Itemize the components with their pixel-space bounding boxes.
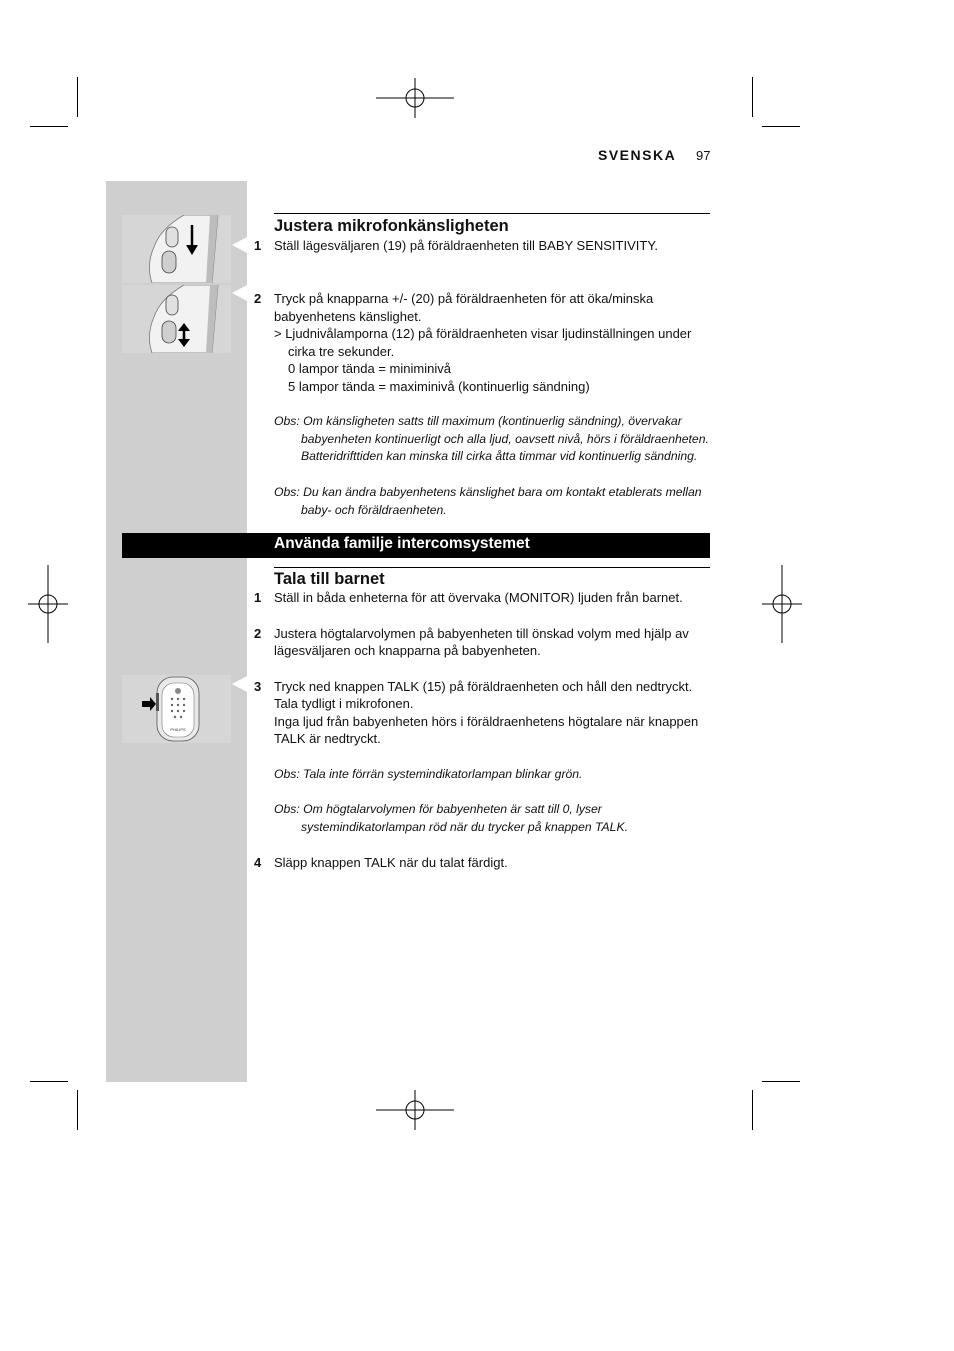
note-text: Batteridrifttiden kan minska till cirka åtta timmar vid kontinuerlig sändning. [301,449,698,464]
device-side-icon [122,215,231,283]
callout-pointer [232,676,247,692]
step-text: Ställ lägesväljaren (19) på föräldraenheten till BABY SENSITIVITY. [274,238,658,253]
illustration-selector-switch [122,215,231,283]
crop-mark [752,1090,753,1130]
step-number: 3 [254,679,262,694]
callout-pointer [232,285,247,301]
note [274,801,714,836]
crop-mark [30,126,68,127]
crop-mark [30,1081,68,1082]
result-line: cirka tre sekunder. [288,344,395,359]
section-title: Tala till barnet [274,570,385,588]
step-text: Inga ljud från babyenheten hörs i föräldraenhetens högtalare när knappen [274,714,699,729]
note [274,413,714,466]
page-language: SVENSKA [598,147,677,163]
note-text: Obs: Du kan ändra babyenhetens känslighet bara om kontakt etablerats mellan [274,485,702,499]
step-number: 2 [254,291,262,306]
step-text: Tryck ned knappen TALK (15) på föräldraenheten och håll den nedtryckt. [274,679,693,694]
illustration-sensitivity-buttons [122,285,231,353]
device-side-icon [122,285,231,353]
registration-mark-icon [762,565,802,643]
illustration-parent-unit-talk [122,675,231,743]
section-title: Justera mikrofonkänsligheten [274,217,509,235]
registration-mark-icon [376,78,454,118]
note-text: systemindikatorlampan röd när du trycker på knappen TALK. [301,819,628,834]
crop-mark [752,77,753,117]
step-number: 1 [254,238,262,253]
note-text: Obs: Tala inte förrän systemindikatorlampan blinkar grön. [274,767,583,781]
section-rule [274,567,710,568]
step-number: 1 [254,590,262,605]
page-number: 97 [696,148,711,163]
note [274,766,714,784]
result-line: > Ljudnivålamporna (12) på föräldraenheten visar ljudinställningen under [274,326,692,341]
step-text: Släpp knappen TALK när du talat färdigt. [274,855,508,870]
registration-mark-icon [28,565,68,643]
note-text: baby- och föräldraenheten. [301,502,447,517]
note [274,484,714,519]
step-number: 4 [254,855,262,870]
result-line: 5 lampor tända = maximinivå (kontinuerlig sändning) [288,379,590,394]
step-text: Justera högtalarvolymen på babyenheten till önskad volym med hjälp av [274,626,689,641]
brand-logo-text: PHILIPS [170,727,186,732]
crop-mark [77,77,78,117]
crop-mark [762,1081,800,1082]
section-rule [274,213,710,214]
parent-unit-icon [122,675,231,743]
registration-mark-icon [376,1090,454,1130]
step-text: lägesväljaren och knapparna på babyenheten. [274,643,541,658]
section-bar-title: Använda familje intercomsystemet [274,535,530,552]
step-text: Tryck på knapparna +/- (20) på föräldraenheten för att öka/minska babyenhetens känslighet. [274,291,654,324]
note-text: babyenheten kontinuerligt och alla ljud, oavsett nivå, hörs i föräldraenheten. [301,431,709,446]
callout-pointer [232,237,247,253]
crop-mark [77,1090,78,1130]
note-text: Obs: Om känsligheten satts till maximum (kontinuerlig sändning), övervakar [274,414,682,428]
step-number: 2 [254,626,262,641]
crop-mark [762,126,800,127]
step-text: Tala tydligt i mikrofonen. [274,696,414,711]
note-text: Obs: Om högtalarvolymen för babyenheten är satt till 0, lyser [274,802,602,816]
step-text: TALK är nedtryckt. [274,731,381,746]
step-text: Ställ in båda enheterna för att övervaka (MONITOR) ljuden från barnet. [274,590,683,605]
result-line: 0 lampor tända = miniminivå [288,361,451,376]
